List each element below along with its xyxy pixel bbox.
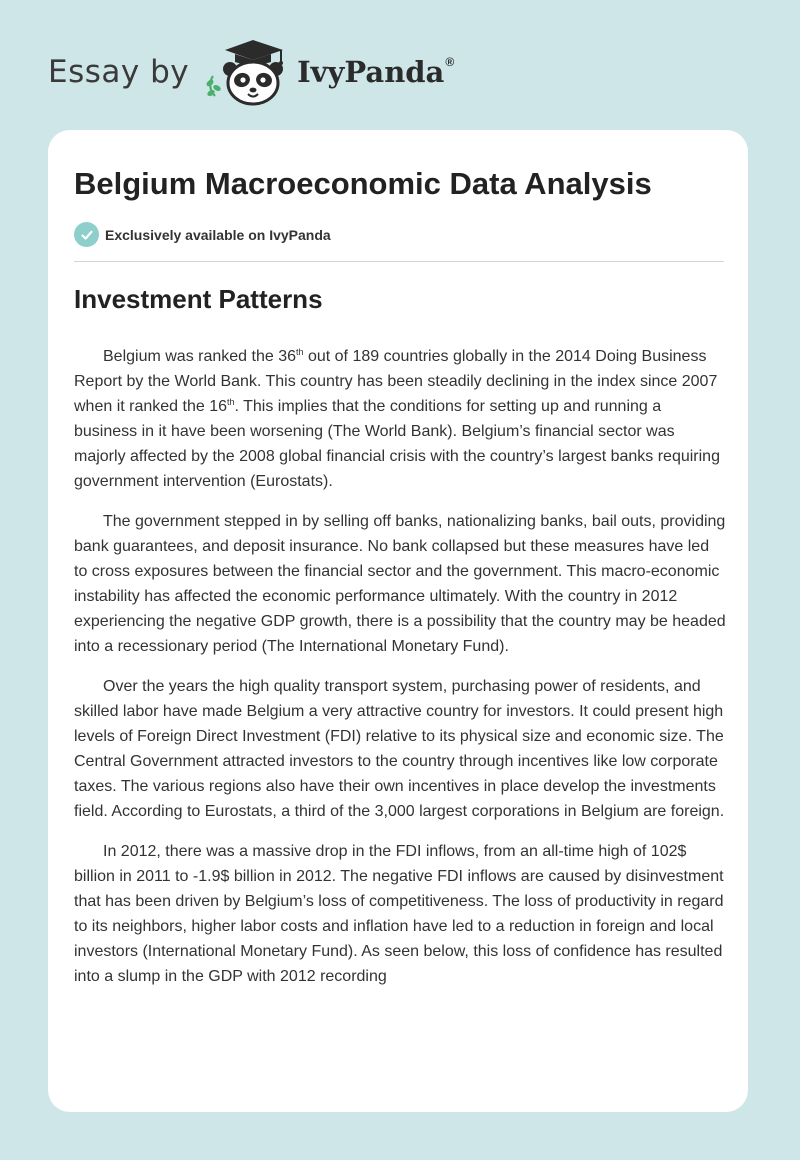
paragraph-2: The government stepped in by selling off banks, nationalizing banks, bail outs, providing bank guarantees, and deposit insurance. No bank collapsed but these measures have led to cross exposures between the financial sector and the government. This macro-economic instability has affected the economic performance ultimately. With the country in 2012 experiencing the negative GDP growth, there is a possibility that the country may be headed into a recessionary period (The International Monetary Fund). xyxy=(74,513,726,655)
brand-name[interactable] xyxy=(297,55,454,89)
p1-part-c: . This implies that the conditions for setting up and running a business in it have been worsening (The World Bank). Belgium’s financial sector was majorly affected by the 2008 global financial crisis with the country’s largest banks requiring government intervention (Eurostats). xyxy=(74,398,720,490)
panda-mascot-icon xyxy=(203,36,295,108)
p1-part-b: out of 189 countries globally in the 2014 Doing Business Report by the World Bank. This country has been steadily declining in the index since 2007 when it ranked the 16 xyxy=(74,348,718,415)
divider xyxy=(74,261,724,262)
essay-by-label: Essay by xyxy=(48,54,190,90)
paragraph-4: In 2012, there was a massive drop in the FDI inflows, from an all-time high of 102$ billion in 2011 to -1.9$ billion in 2012. The negative FDI inflows are caused by disinvestment that has been driven by Belgium’s loss of competitiveness. The loss of productivity in regard to its neighbors, higher labor costs and inflation have led to a reduction in foreign and local investors (International Monetary Fund). As seen below, this loss of confidence has resulted into a slump in the GDP with 2012 recording xyxy=(74,843,724,985)
p1-sup-a: th xyxy=(296,347,304,357)
essay-body xyxy=(74,344,726,1004)
brand-name-text: IvyPanda xyxy=(297,55,445,89)
checkmark-icon xyxy=(74,222,99,247)
exclusive-label: Exclusively available on IvyPanda xyxy=(105,226,331,243)
p1-part-a: Belgium was ranked the 36 xyxy=(103,348,296,365)
site-header xyxy=(48,36,454,108)
registered-mark: ® xyxy=(445,55,455,69)
paragraph-3: Over the years the high quality transport system, purchasing power of residents, and skilled labor have made Belgium a very attractive country for investors. It could present high levels of Foreign Direct Investment (FDI) relative to its physical size and economic size. The Central Government attracted investors to the country through incentives like low corporate taxes. The various regions also have their own incentives in place develop the investments field. According to Eurostats, a third of the 3,000 largest corporations in Belgium are foreign. xyxy=(74,678,725,820)
section-heading: Investment Patterns xyxy=(74,284,323,314)
p1-sup-b: th xyxy=(227,397,235,407)
essay-title: Belgium Macroeconomic Data Analysis xyxy=(74,166,652,201)
essay-card xyxy=(48,130,748,1112)
ivypanda-logo[interactable] xyxy=(203,36,295,108)
paragraph-1 xyxy=(74,344,726,494)
exclusive-badge xyxy=(74,222,331,247)
